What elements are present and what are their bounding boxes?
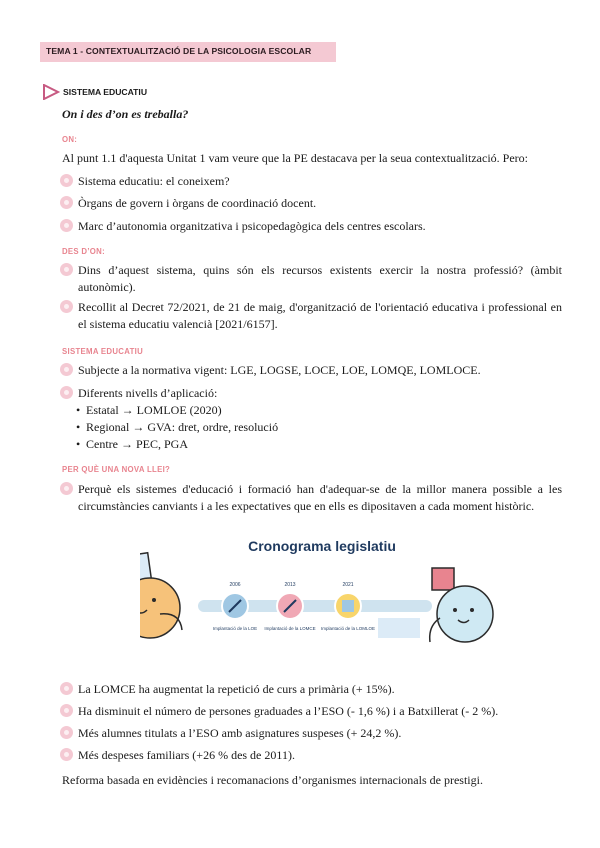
section-title: SISTEMA EDUCATIU: [63, 87, 148, 97]
level-item: • Estatal → LOMLOE (2020): [86, 402, 222, 418]
year-label: 2006: [229, 582, 241, 588]
note-box: [378, 618, 420, 638]
label-des-don: DES D’ON:: [62, 247, 105, 256]
bullet-circle-icon: [60, 386, 73, 399]
cronograma-title: Cronograma legislatiu: [248, 538, 396, 554]
level-item: • Centre → PEC, PGA: [86, 436, 188, 452]
year-label: 2021: [342, 582, 354, 588]
milestone-caption: Implantació de la LOMLOE: [320, 626, 376, 631]
on-intro: Al punt 1.1 d'aquesta Unitat 1 vam veure que la PE destacava per la seua contextualització. Pero:: [62, 151, 529, 165]
label-on: ON:: [62, 135, 78, 144]
milestone-caption: Implantació de la LOE: [212, 626, 258, 631]
closing-statement: Reforma basada en evidències i recomanacions d’organismes internacionals de prestigi.: [62, 773, 483, 787]
milestone-caption: Implantació de la LOMCE: [264, 626, 316, 631]
bullet-circle-icon: [60, 263, 73, 276]
bullet-circle-icon: [60, 726, 73, 739]
bullet-circle-icon: [60, 300, 73, 313]
bullet-circle-icon: [60, 174, 73, 187]
bullet-circle-icon: [60, 704, 73, 717]
label-sistema: SISTEMA EDUCATIU: [62, 347, 144, 356]
level-item: • Regional → GVA: dret, ordre, resolució: [86, 419, 278, 435]
triangle-arrow-icon: [42, 84, 60, 100]
bullet-circle-icon: [60, 682, 73, 695]
bullet-circle-icon: [60, 196, 73, 209]
character-right-icon: [430, 568, 493, 642]
section-subtitle: On i des d’on es treballa?: [62, 107, 189, 121]
header-title: TEMA 1 - CONTEXTUALITZACIÓ DE LA PSICOLOGIA ESCOLAR: [46, 46, 312, 56]
character-left-icon: [140, 553, 182, 638]
label-per-que: PER QUÈ UNA NOVA LLEI?: [62, 465, 171, 474]
bullet-circle-icon: [60, 748, 73, 761]
bullet-circle-icon: [60, 219, 73, 232]
header-band: [40, 42, 336, 62]
year-label: 2013: [284, 582, 296, 588]
cronograma-diagram: [140, 530, 505, 670]
bullet-circle-icon: [60, 363, 73, 376]
bullet-circle-icon: [60, 482, 73, 495]
